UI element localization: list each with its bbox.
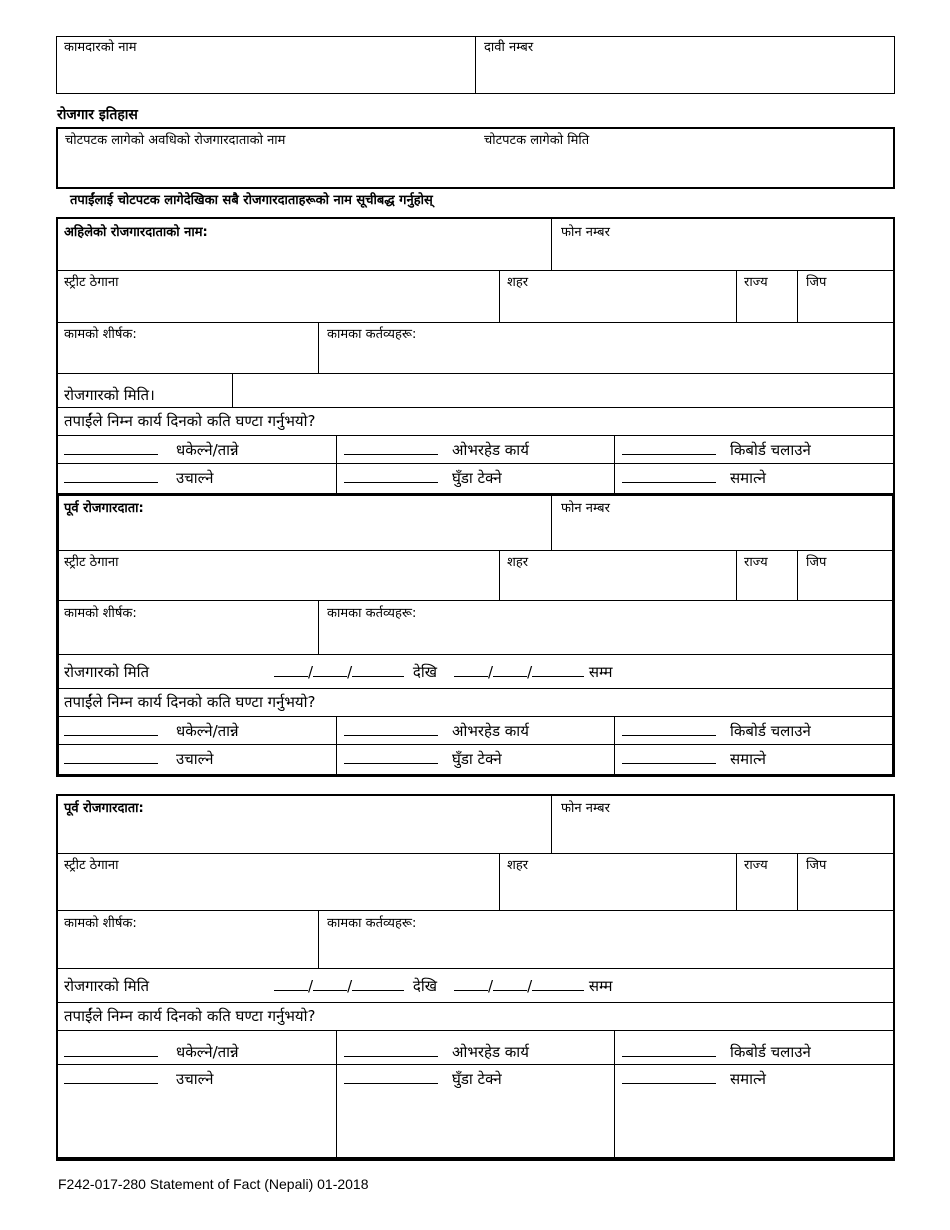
- state-field[interactable]: [739, 877, 795, 907]
- task-keyboard: किबोर्ड चलाउने: [622, 1043, 811, 1061]
- divider: [551, 495, 552, 550]
- divider: [318, 600, 319, 654]
- worker-name-label: कामदारको नाम: [64, 40, 137, 55]
- state-label: राज्य: [744, 555, 768, 570]
- zip-label: जिप: [806, 858, 827, 873]
- hours-blank[interactable]: [344, 471, 438, 483]
- divider: [232, 373, 233, 407]
- task-push-pull: धकेल्ने/तान्ने: [64, 722, 239, 740]
- divider: [336, 716, 337, 774]
- divider: [614, 435, 615, 494]
- row-line: [57, 407, 894, 408]
- duties-label: कामका कर्तव्यहरू:: [327, 916, 417, 931]
- hours-blank[interactable]: [64, 1072, 158, 1084]
- form-footer-id: F242-017-280 Statement of Fact (Nepali) 01-2018: [58, 1176, 369, 1192]
- previous-employer-name-field[interactable]: [60, 820, 546, 850]
- task-keyboard: किबोर्ड चलाउने: [622, 441, 811, 459]
- from-label: देखि: [412, 977, 438, 995]
- task-grasp: समात्ने: [622, 1070, 766, 1088]
- divider: [336, 1030, 337, 1158]
- employment-date-label: रोजगारको मिति।: [64, 386, 155, 404]
- previous-employer-name-field[interactable]: [60, 520, 546, 547]
- hours-blank[interactable]: [64, 752, 158, 764]
- city-label: शहर: [507, 275, 529, 290]
- duties-field[interactable]: [321, 346, 891, 371]
- task-kneel: घुँडा टेक्ने: [344, 1070, 502, 1088]
- duties-label: कामका कर्तव्यहरू:: [327, 327, 417, 342]
- street-field[interactable]: [60, 294, 496, 320]
- task-overhead: ओभरहेड कार्य: [344, 1043, 529, 1061]
- row-line: [57, 1030, 894, 1031]
- divider: [336, 435, 337, 494]
- hours-blank[interactable]: [64, 1045, 158, 1057]
- city-label: शहर: [507, 555, 529, 570]
- hours-blank[interactable]: [622, 1045, 716, 1057]
- row-line: [57, 688, 894, 689]
- row-line: [57, 373, 894, 374]
- hours-blank[interactable]: [622, 443, 716, 455]
- divider: [551, 796, 552, 853]
- divider: [797, 550, 798, 600]
- hours-blank[interactable]: [622, 724, 716, 736]
- employment-date-label: रोजगारको मिति: [64, 663, 150, 681]
- injury-date-field[interactable]: [480, 152, 890, 185]
- duties-label: कामका कर्तव्यहरू:: [327, 606, 417, 621]
- phone-label: फोन नम्बर: [561, 501, 610, 516]
- phone-field[interactable]: [555, 520, 890, 547]
- job-title-field[interactable]: [60, 346, 315, 371]
- row-line: [57, 1002, 894, 1003]
- zip-field[interactable]: [800, 294, 892, 320]
- row-line: [57, 600, 894, 601]
- list-employers-instruction: तपाईंलाई चोटपटक लागेदेखिका सबै रोजगारदाताहरूको नाम सूचीबद्ध गर्नुहोस्: [70, 193, 433, 208]
- divider: [797, 270, 798, 322]
- zip-field[interactable]: [800, 877, 892, 907]
- row-line: [57, 1064, 894, 1065]
- current-employer-name-label: अहिलेको रोजगारदाताको नाम:: [64, 225, 208, 240]
- row-line: [57, 910, 894, 911]
- city-field[interactable]: [502, 877, 734, 907]
- hours-blank[interactable]: [64, 471, 158, 483]
- task-grasp: समात्ने: [622, 750, 766, 768]
- job-title-label: कामको शीर्षक:: [64, 606, 137, 621]
- task-overhead: ओभरहेड कार्य: [344, 441, 529, 459]
- task-keyboard: किबोर्ड चलाउने: [622, 722, 811, 740]
- row-line: [57, 322, 894, 323]
- divider: [736, 550, 737, 600]
- worker-name-field[interactable]: [57, 58, 474, 93]
- employer-at-injury-field[interactable]: [60, 152, 470, 185]
- job-title-field[interactable]: [60, 625, 315, 652]
- hours-blank[interactable]: [344, 1045, 438, 1057]
- state-label: राज्य: [744, 858, 768, 873]
- hours-blank[interactable]: [344, 752, 438, 764]
- hours-blank[interactable]: [344, 443, 438, 455]
- to-label: सम्म: [588, 663, 613, 681]
- task-push-pull: धकेल्ने/तान्ने: [64, 1043, 239, 1061]
- state-label: राज्य: [744, 275, 768, 290]
- phone-label: फोन नम्बर: [561, 801, 610, 816]
- job-title-label: कामको शीर्षक:: [64, 327, 137, 342]
- zip-label: जिप: [806, 555, 827, 570]
- hours-blank[interactable]: [344, 1072, 438, 1084]
- hours-blank[interactable]: [622, 752, 716, 764]
- divider: [797, 853, 798, 910]
- divider: [499, 853, 500, 910]
- task-grasp: समात्ने: [622, 469, 766, 487]
- hours-blank[interactable]: [622, 471, 716, 483]
- hours-question: तपाईंले निम्न कार्य दिनको कति घण्टा गर्नुभयो?: [64, 412, 316, 430]
- current-employer-name-field[interactable]: [60, 244, 546, 268]
- row-line: [57, 270, 894, 271]
- row-line: [57, 716, 894, 717]
- divider: [551, 218, 552, 270]
- street-label: स्ट्रीट ठेगाना: [64, 275, 119, 290]
- task-overhead: ओभरहेड कार्य: [344, 722, 529, 740]
- row-line: [57, 550, 894, 551]
- row-line: [57, 744, 894, 745]
- hours-question: तपाईंले निम्न कार्य दिनको कति घण्टा गर्नुभयो?: [64, 1007, 316, 1025]
- job-title-field[interactable]: [60, 935, 315, 966]
- date-to-input[interactable]: / / सम्म: [454, 663, 613, 681]
- task-kneel: घुँडा टेक्ने: [344, 750, 502, 768]
- date-to-input[interactable]: / / सम्म: [454, 977, 613, 995]
- divider: [499, 550, 500, 600]
- state-field[interactable]: [739, 294, 795, 320]
- phone-field[interactable]: [555, 244, 890, 268]
- employment-date-field[interactable]: [235, 375, 891, 405]
- street-label: स्ट्रीट ठेगाना: [64, 555, 119, 570]
- to-label: सम्म: [588, 977, 613, 995]
- claim-number-label: दावी नम्बर: [484, 40, 534, 55]
- date-from-input[interactable]: / / देखि: [274, 663, 437, 681]
- row-line: [57, 853, 894, 854]
- hours-blank[interactable]: [344, 724, 438, 736]
- task-lift: उचाल्ने: [64, 469, 213, 487]
- previous-employer-name-label: पूर्व रोजगारदाता:: [64, 501, 144, 516]
- hours-blank[interactable]: [622, 1072, 716, 1084]
- date-from-input[interactable]: / / देखि: [274, 977, 437, 995]
- city-field[interactable]: [502, 574, 734, 598]
- duties-field[interactable]: [321, 625, 891, 652]
- row-line: [57, 463, 894, 464]
- task-lift: उचाल्ने: [64, 1070, 213, 1088]
- zip-field[interactable]: [800, 574, 892, 598]
- row-line: [57, 968, 894, 969]
- row-line: [57, 654, 894, 655]
- city-label: शहर: [507, 858, 529, 873]
- street-label: स्ट्रीट ठेगाना: [64, 858, 119, 873]
- task-kneel: घुँडा टेक्ने: [344, 469, 502, 487]
- city-field[interactable]: [502, 294, 734, 320]
- divider: [736, 270, 737, 322]
- hours-question: तपाईंले निम्न कार्य दिनको कति घण्टा गर्नुभयो?: [64, 693, 316, 711]
- divider: [736, 853, 737, 910]
- street-field[interactable]: [60, 574, 496, 598]
- divider: [318, 322, 319, 373]
- street-field[interactable]: [60, 877, 496, 907]
- divider: [318, 910, 319, 968]
- zip-label: जिप: [806, 275, 827, 290]
- employment-history-heading: रोजगार इतिहास: [57, 107, 138, 123]
- claim-number-field[interactable]: [476, 58, 894, 93]
- employer-at-injury-label: चोटपटक लागेको अवधिको रोजगारदाताको नाम: [65, 133, 286, 148]
- divider: [499, 270, 500, 322]
- previous-employer-name-label: पूर्व रोजगारदाता:: [64, 801, 144, 816]
- state-field[interactable]: [739, 574, 795, 598]
- row-line: [57, 435, 894, 436]
- phone-label: फोन नम्बर: [561, 225, 610, 240]
- injury-date-label: चोटपटक लागेको मिति: [484, 133, 590, 148]
- job-title-label: कामको शीर्षक:: [64, 916, 137, 931]
- employment-date-label: रोजगारको मिति: [64, 977, 150, 995]
- divider: [614, 716, 615, 774]
- hours-blank[interactable]: [64, 724, 158, 736]
- from-label: देखि: [412, 663, 438, 681]
- duties-field[interactable]: [321, 935, 891, 966]
- hours-blank[interactable]: [64, 443, 158, 455]
- task-push-pull: धकेल्ने/तान्ने: [64, 441, 239, 459]
- divider: [614, 1030, 615, 1158]
- task-lift: उचाल्ने: [64, 750, 213, 768]
- phone-field[interactable]: [555, 820, 890, 850]
